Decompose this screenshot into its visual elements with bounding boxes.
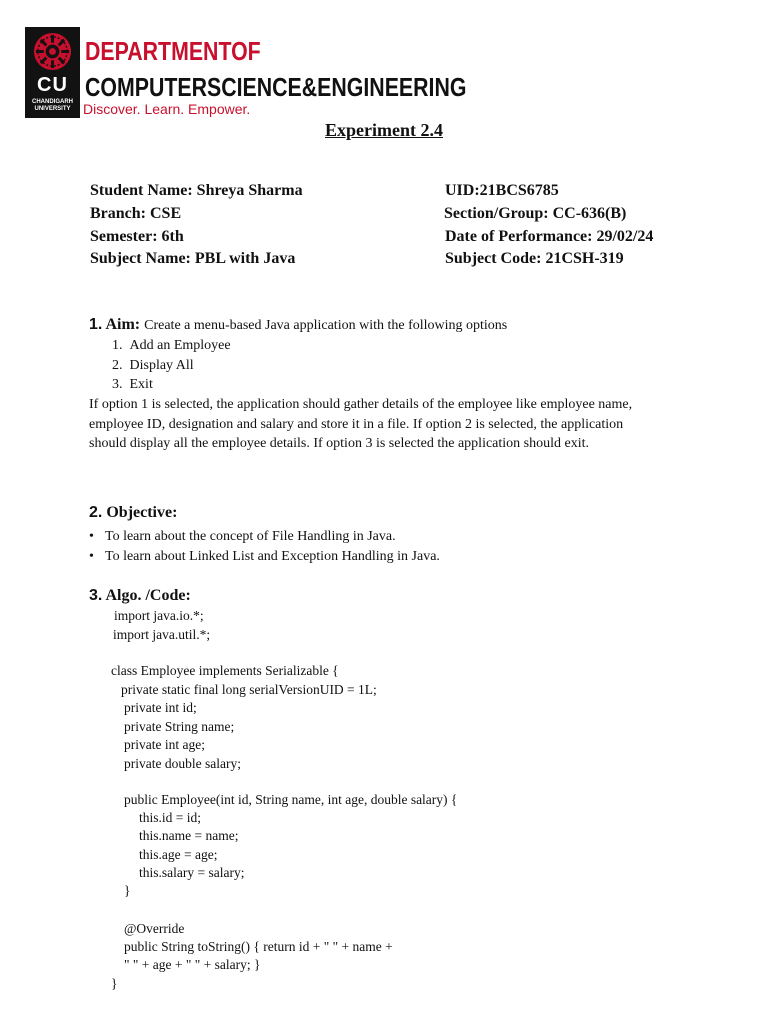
code-line: import java.util.*;: [113, 627, 211, 642]
objective-bullet: • To learn about Linked List and Exception Handling in Java.: [89, 549, 440, 564]
objective-bullet: • To learn about the concept of File Handling in Java.: [89, 529, 396, 544]
aim-description: If option 1 is selected, the application should gather details of the employee like employee name, employee ID, designation and salary and store it in a file. If option 2 is selected, the application should display all the employee details. If option 3 is selected the application should exit.: [89, 397, 633, 451]
date-of-performance: Date of Performance: 29/02/24: [445, 228, 654, 245]
aim-option: 3. Exit: [112, 377, 153, 392]
logo-university-name: CHANDIGARH UNIVERSITY: [32, 99, 73, 112]
department-title-line1: DEPARTMENTOF: [85, 36, 261, 66]
code-line: private static final long serialVersionUID = 1L;: [121, 682, 377, 697]
code-line: this.salary = salary;: [139, 865, 245, 880]
university-logo: [25, 27, 80, 118]
aim-heading: [89, 315, 507, 336]
aim-option: 1. Add an Employee: [112, 338, 231, 353]
code-line: private double salary;: [124, 756, 241, 771]
gear-emblem-icon: [33, 32, 72, 71]
aim-option: 2. Display All: [112, 358, 194, 373]
objective-number: 2.: [89, 504, 103, 521]
code-line: import java.io.*;: [114, 608, 204, 623]
code-line: @Override: [124, 921, 185, 936]
code-line: }: [111, 976, 118, 991]
subject-code: Subject Code: 21CSH-319: [445, 250, 624, 267]
student-uid: UID:21BCS6785: [445, 182, 559, 199]
code-line: public Employee(int id, String name, int age, double salary) {: [124, 792, 458, 807]
objective-label: Objective:: [106, 504, 178, 521]
code-line: private int age;: [124, 737, 205, 752]
university-tagline: Discover. Learn. Empower.: [83, 101, 251, 117]
bullet-icon: •: [89, 549, 94, 564]
bullet-icon: •: [89, 529, 94, 544]
code-line: }: [124, 883, 131, 898]
department-title-line2: COMPUTERSCIENCE&ENGINEERING: [85, 72, 467, 102]
code-line: private int id;: [124, 700, 197, 715]
aim-number: 1.: [89, 316, 103, 333]
code-number: 3.: [89, 587, 103, 604]
subject-name: Subject Name: PBL with Java: [90, 250, 296, 267]
code-line: " " + age + " " + salary; }: [124, 957, 261, 972]
code-line: this.id = id;: [139, 810, 201, 825]
code-heading: [89, 586, 191, 606]
code-line: this.age = age;: [139, 847, 218, 862]
code-line: private String name;: [124, 719, 235, 734]
branch: Branch: CSE: [90, 205, 182, 222]
semester: Semester: 6th: [90, 228, 184, 245]
objective-heading: [89, 503, 177, 523]
logo-cu-text: CU: [37, 74, 68, 96]
code-line: class Employee implements Serializable {: [111, 663, 339, 678]
student-name: Student Name: Shreya Sharma: [90, 182, 303, 199]
code-label: Algo. /Code:: [105, 587, 191, 604]
aim-label: Aim:: [105, 316, 141, 333]
code-line: public String toString() { return id + " " + name +: [124, 939, 393, 954]
experiment-title: Experiment 2.4: [325, 120, 443, 140]
code-line: this.name = name;: [139, 828, 239, 843]
aim-text: Create a menu-based Java application with the following options: [144, 318, 508, 333]
section-group: Section/Group: CC-636(B): [444, 205, 627, 222]
